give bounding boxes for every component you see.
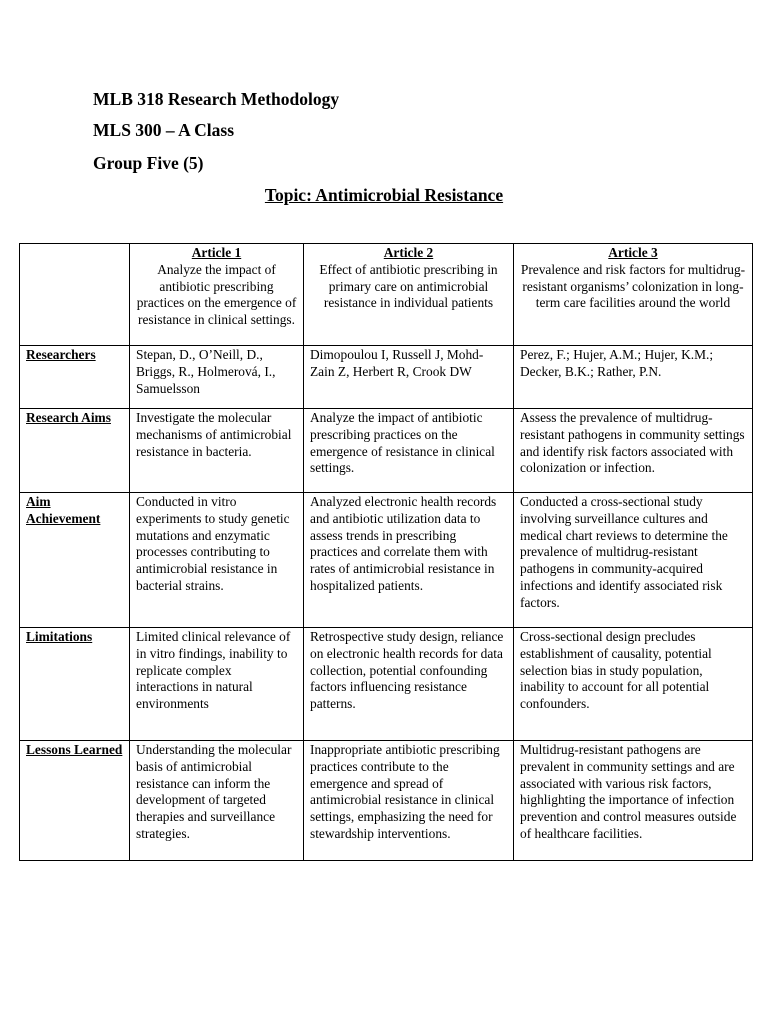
- table-cell: Retrospective study design, reliance on electronic health records for data collection, potential confounding factors influencing resistance patterns.: [304, 628, 514, 741]
- table-cell: Assess the prevalence of multidrug-resistant pathogens in community settings and identify risk factors associated with colonization or infection.: [514, 409, 753, 493]
- table-cell: Analyzed electronic health records and antibiotic utilization data to assess trends in prescribing practices and correlate them with rates of antimicrobial resistance in hospitalized patients.: [304, 493, 514, 628]
- topic-heading: [0, 185, 768, 206]
- table-cell: Analyze the impact of antibiotic prescribing practices on the emergence of resistance in clinical settings.: [304, 409, 514, 493]
- table-cell: Limited clinical relevance of in vitro findings, inability to replicate complex interactions in natural environments: [130, 628, 304, 741]
- article-description: Analyze the impact of antibiotic prescribing practices on the emergence of resistance in clinical settings.: [136, 261, 297, 328]
- table-cell: Understanding the molecular basis of antimicrobial resistance can inform the development of targeted therapies and surveillance strategies.: [130, 741, 304, 861]
- article-3-header: [514, 244, 753, 346]
- row-label-lessons-learned: Lessons Learned: [20, 741, 130, 861]
- table-cell: Perez, F.; Hujer, A.M.; Hujer, K.M.; Decker, B.K.; Rather, P.N.: [514, 346, 753, 409]
- group-name: Group Five (5): [93, 153, 204, 173]
- row-label-research-aims: Research Aims: [20, 409, 130, 493]
- table-cell: Investigate the molecular mechanisms of antimicrobial resistance in bacteria.: [130, 409, 304, 493]
- table-row: [20, 628, 753, 741]
- table-row: [20, 409, 753, 493]
- table-header-row: [20, 244, 753, 346]
- article-description: Effect of antibiotic prescribing in primary care on antimicrobial resistance in individual patients: [319, 261, 498, 311]
- row-label-aim-achievement: Aim Achievement: [20, 493, 130, 628]
- table-row: [20, 493, 753, 628]
- article-title: Article 3: [608, 245, 658, 260]
- table-cell: Conducted in vitro experiments to study genetic mutations and enzymatic processes contributing to antimicrobial resistance in bacterial strains.: [130, 493, 304, 628]
- article-2-header: [304, 244, 514, 346]
- table-cell: Stepan, D., O’Neill, D., Briggs, R., Holmerová, I., Samuelsson: [130, 346, 304, 409]
- table-cell: Dimopoulou I, Russell J, Mohd-Zain Z, Herbert R, Crook DW: [304, 346, 514, 409]
- article-title: Article 2: [383, 245, 434, 260]
- course-title: MLB 318 Research Methodology: [93, 89, 340, 109]
- article-title: Article 1: [191, 245, 242, 260]
- table-cell: Conducted a cross-sectional study involving surveillance cultures and medical chart reviews to determine the prevalence of multidrug-resistant pathogens in community-acquired infections and identify associated risk factors.: [514, 493, 753, 628]
- table-row: [20, 346, 753, 409]
- article-description: Prevalence and risk factors for multidrug-resistant organisms’ colonization in long-term care facilities around the world: [520, 261, 746, 311]
- row-label-limitations: Limitations: [20, 628, 130, 741]
- article-1-header: [130, 244, 304, 346]
- table-row: [20, 741, 753, 861]
- table-cell: Multidrug-resistant pathogens are prevalent in community settings and are associated with various risk factors, highlighting the importance of infection prevention and control measures outside of healthcare facilities.: [514, 741, 753, 861]
- table-cell: Cross-sectional design precludes establishment of causality, potential selection bias in study population, inability to account for all potential confounders.: [514, 628, 753, 741]
- topic-text: Topic: Antimicrobial Resistance: [264, 185, 504, 205]
- corner-cell: [20, 244, 130, 346]
- table-cell: Inappropriate antibiotic prescribing practices contribute to the emergence and spread of antimicrobial resistance in clinical settings, emphasizing the need for stewardship interventions.: [304, 741, 514, 861]
- comparison-table: [19, 243, 753, 861]
- class-name: MLS 300 – A Class: [93, 120, 234, 140]
- row-label-researchers: Researchers: [20, 346, 130, 409]
